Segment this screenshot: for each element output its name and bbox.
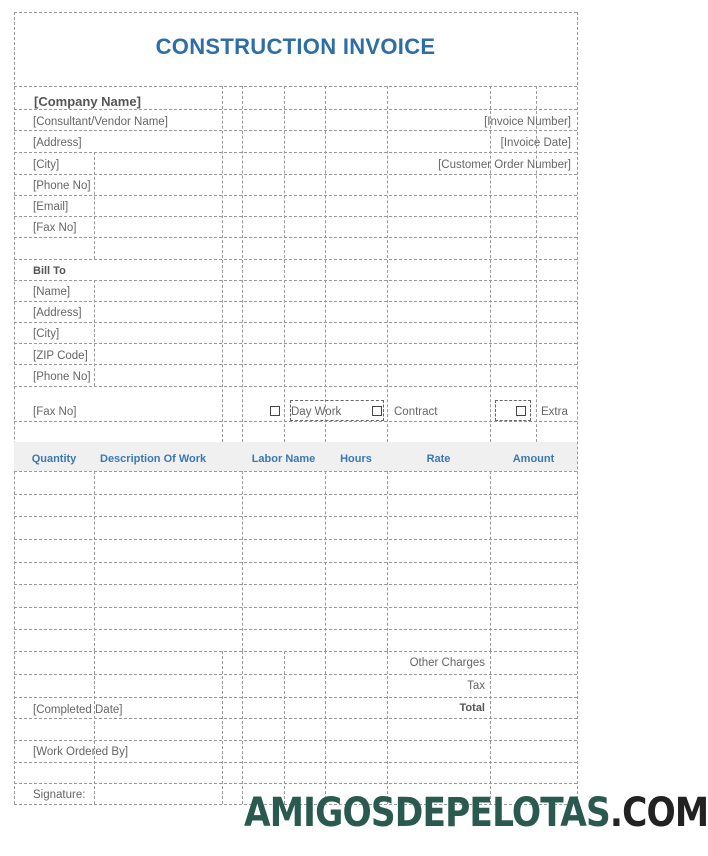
grid-hline xyxy=(14,629,577,630)
bill-to-heading: Bill To xyxy=(33,265,66,277)
company-fax[interactable]: [Fax No] xyxy=(33,222,77,234)
completed-date[interactable]: [Completed Date] xyxy=(33,704,123,716)
consultant-name[interactable]: [Consultant/Vendor Name] xyxy=(33,116,168,128)
grid-vline xyxy=(94,280,95,386)
col-amount: Amount xyxy=(512,453,555,465)
grid-vline xyxy=(94,152,95,259)
checkbox-icon[interactable] xyxy=(372,406,382,416)
grid-hline xyxy=(14,783,577,784)
bill-to-city[interactable]: [City] xyxy=(33,328,60,340)
grid-vline xyxy=(325,471,326,651)
grid-vline xyxy=(490,651,491,804)
extra-label: Extra xyxy=(541,406,568,418)
grid-hline xyxy=(14,651,577,652)
watermark-main: AMIGOSDEPELOTAS xyxy=(244,790,610,836)
grid-vline xyxy=(577,12,578,804)
col-hours: Hours xyxy=(340,453,372,465)
grid-hline xyxy=(14,386,577,387)
grid-vline xyxy=(242,86,243,442)
work-ordered-by[interactable]: [Work Ordered By] xyxy=(33,746,129,758)
contract-label: Contract xyxy=(394,406,438,418)
grid-hline xyxy=(14,301,577,302)
tax-label: Tax xyxy=(467,680,485,692)
invoice-title: CONSTRUCTION INVOICE xyxy=(155,34,436,59)
grid-vline xyxy=(325,86,326,442)
grid-hline xyxy=(14,152,577,153)
col-labor-name: Labor Name xyxy=(251,453,316,465)
grid-hline xyxy=(14,109,577,110)
watermark-tld: .COM xyxy=(609,790,708,836)
grid-vline xyxy=(284,651,285,804)
grid-vline xyxy=(387,86,388,442)
grid-hline xyxy=(14,174,577,175)
grid-hline xyxy=(14,697,577,698)
signature-label: Signature: xyxy=(33,789,86,801)
grid-vline xyxy=(242,471,243,651)
grid-hline xyxy=(14,86,577,87)
grid-hline xyxy=(14,343,577,344)
grid-hline xyxy=(14,607,577,608)
col-description: Description Of Work xyxy=(100,453,207,465)
bill-to-name[interactable]: [Name] xyxy=(33,286,71,298)
grid-hline xyxy=(14,259,577,260)
grid-hline xyxy=(14,195,577,196)
company-city[interactable]: [City] xyxy=(33,159,60,171)
grid-hline xyxy=(14,421,577,422)
bill-to-zip[interactable]: [ZIP Code] xyxy=(33,350,88,362)
invoice-number[interactable]: [Invoice Number] xyxy=(484,116,571,128)
grid-hline xyxy=(14,494,577,495)
bill-to-fax[interactable]: [Fax No] xyxy=(33,406,77,418)
grid-vline xyxy=(94,651,95,804)
day-work-label: Day Work xyxy=(291,406,342,418)
grid-hline xyxy=(14,280,577,281)
grid-vline xyxy=(325,651,326,804)
grid-hline xyxy=(14,562,577,563)
grid-vline xyxy=(490,471,491,651)
checkbox-icon[interactable] xyxy=(516,406,526,416)
grid-vline xyxy=(490,86,491,442)
grid-hline xyxy=(14,718,577,719)
grid-hline xyxy=(14,516,577,517)
bill-to-phone[interactable]: [Phone No] xyxy=(33,371,91,383)
invoice-sheet xyxy=(14,12,577,804)
grid-hline xyxy=(14,364,577,365)
invoice-date[interactable]: [Invoice Date] xyxy=(500,137,571,149)
grid-hline xyxy=(14,322,577,323)
watermark-logo xyxy=(244,790,708,836)
company-phone[interactable]: [Phone No] xyxy=(33,180,91,192)
grid-hline xyxy=(14,130,577,131)
grid-vline xyxy=(242,651,243,804)
grid-hline xyxy=(14,762,577,763)
company-address[interactable]: [Address] xyxy=(33,137,82,149)
bill-to-address[interactable]: [Address] xyxy=(33,307,82,319)
grid-hline xyxy=(14,12,577,13)
grid-hline xyxy=(14,237,577,238)
col-rate: Rate xyxy=(426,453,451,465)
other-charges-label: Other Charges xyxy=(409,657,485,669)
grid-vline xyxy=(222,86,223,442)
grid-vline xyxy=(284,86,285,442)
grid-vline xyxy=(222,651,223,804)
grid-hline xyxy=(14,471,577,472)
company-email[interactable]: [Email] xyxy=(33,201,69,213)
grid-hline xyxy=(14,584,577,585)
grid-hline xyxy=(14,740,577,741)
grid-vline xyxy=(94,471,95,651)
grid-vline xyxy=(387,651,388,804)
customer-order-number[interactable]: [Customer Order Number] xyxy=(438,159,571,171)
grid-hline xyxy=(14,674,577,675)
checkbox-icon[interactable] xyxy=(270,406,280,416)
col-quantity: Quantity xyxy=(31,453,77,465)
grid-hline xyxy=(14,216,577,217)
grid-vline xyxy=(387,471,388,651)
grid-hline xyxy=(14,539,577,540)
company-name[interactable]: [Company Name] xyxy=(34,94,141,109)
total-label: Total xyxy=(459,702,485,714)
